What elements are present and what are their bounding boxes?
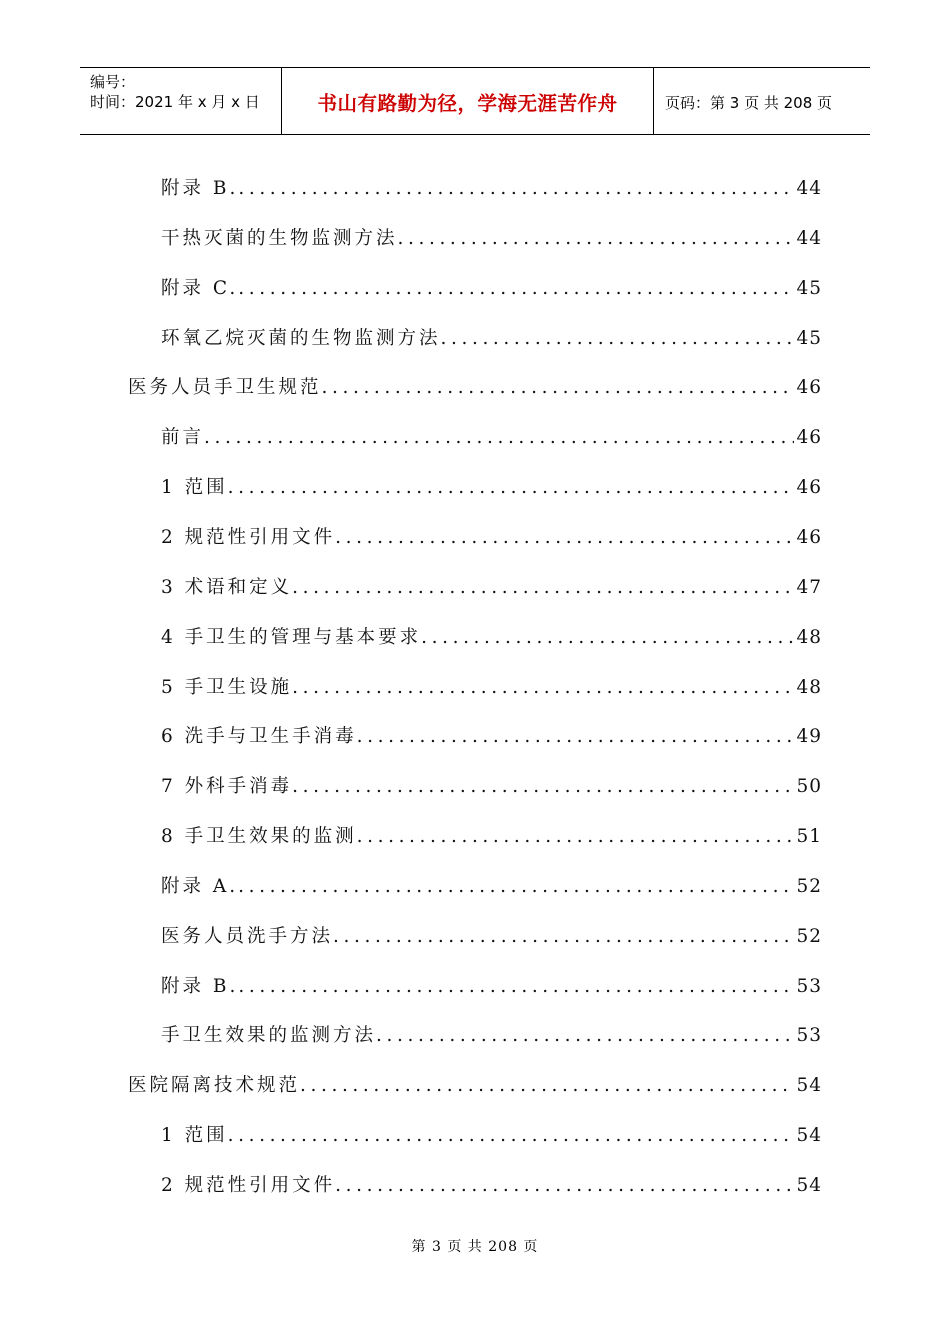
toc-entry-title: 7 外科手消毒 xyxy=(161,776,293,797)
header-page-info: 页码：第 3 页 共 208 页 xyxy=(665,93,833,112)
toc-entry[interactable] xyxy=(161,872,822,902)
toc-entry-title: 附录 B. xyxy=(161,178,239,199)
toc-entry-page: 45 xyxy=(796,278,822,299)
document-header xyxy=(80,67,870,135)
toc-entry[interactable] xyxy=(161,623,822,653)
toc-dot-leader xyxy=(238,972,794,1002)
toc-entry[interactable] xyxy=(161,822,822,852)
toc-dot-leader xyxy=(238,174,794,204)
toc-entry-page: 45 xyxy=(796,328,822,349)
toc-entry[interactable] xyxy=(128,373,822,403)
toc-dot-leader xyxy=(322,373,795,403)
toc-entry[interactable] xyxy=(161,523,822,553)
toc-entry-title: 2 规范性引用文件 xyxy=(161,1175,336,1196)
toc-entry-page: 54 xyxy=(796,1175,822,1196)
toc-entry-page: 50 xyxy=(796,776,822,797)
toc-entry-title: 1 范围 xyxy=(161,477,228,498)
toc-dot-leader xyxy=(238,872,794,902)
toc-entry-title: 环氧乙烷灭菌的生物监测方法 xyxy=(161,328,441,349)
toc-entry-title: 医务人员洗手方法 xyxy=(161,926,334,947)
toc-dot-leader xyxy=(335,1171,794,1201)
toc-entry-title: 1 范围 xyxy=(161,1125,228,1146)
toc-dot-leader xyxy=(441,324,795,354)
toc-entry-page: 46 xyxy=(796,377,822,398)
toc-entry[interactable] xyxy=(161,1021,822,1051)
toc-entry-title: 附录 C. xyxy=(161,278,239,299)
toc-dot-leader xyxy=(376,1021,794,1051)
toc-dot-leader xyxy=(292,573,794,603)
toc-entry[interactable] xyxy=(161,673,822,703)
toc-entry[interactable] xyxy=(161,274,822,304)
toc-entry[interactable] xyxy=(161,174,822,204)
toc-entry-page: 46 xyxy=(796,427,822,448)
toc-dot-leader xyxy=(421,623,794,653)
toc-entry-page: 47 xyxy=(796,577,822,598)
toc-entry-page: 46 xyxy=(796,527,822,548)
toc-dot-leader xyxy=(292,772,794,802)
toc-dot-leader xyxy=(333,922,794,952)
toc-entry[interactable] xyxy=(128,1071,822,1101)
toc-dot-leader xyxy=(292,673,794,703)
header-meta xyxy=(80,68,281,134)
page-footer: 第 3 页 共 208 页 xyxy=(411,1239,539,1255)
toc-dot-leader xyxy=(238,274,794,304)
toc-entry-title: 5 手卫生设施 xyxy=(161,677,293,698)
toc-dot-leader xyxy=(204,423,794,453)
toc-dot-leader xyxy=(398,224,795,254)
toc-entry-page: 48 xyxy=(796,677,822,698)
toc-entry[interactable] xyxy=(161,1171,822,1201)
toc-entry-title: 医院隔离技术规范 xyxy=(128,1075,301,1096)
toc-entry[interactable] xyxy=(161,1121,822,1151)
toc-entry-page: 52 xyxy=(796,926,822,947)
toc-entry-page: 54 xyxy=(796,1125,822,1146)
toc-entry-title: 2 规范性引用文件 xyxy=(161,527,336,548)
toc-entry-page: 49 xyxy=(796,726,822,747)
toc-entry-page: 44 xyxy=(796,228,822,249)
toc-dot-leader xyxy=(335,523,794,553)
toc-entry[interactable] xyxy=(161,224,822,254)
toc-entry-title: 前言 xyxy=(161,427,205,448)
toc-entry-page: 44 xyxy=(796,178,822,199)
toc-dot-leader xyxy=(228,473,795,503)
toc-entry-title: 6 洗手与卫生手消毒 xyxy=(161,726,357,747)
toc-dot-leader xyxy=(228,1121,795,1151)
toc-entry[interactable] xyxy=(161,772,822,802)
toc-entry-title: 3 术语和定义 xyxy=(161,577,293,598)
toc-entry-title: 4 手卫生的管理与基本要求 xyxy=(161,627,422,648)
time-label: 时间：2021 年 x 月 x 日 xyxy=(90,93,260,111)
toc-entry-title: 8 手卫生效果的监测 xyxy=(161,826,357,847)
toc-entry-page: 46 xyxy=(796,477,822,498)
toc-entry[interactable] xyxy=(161,972,822,1002)
toc-entry[interactable] xyxy=(161,722,822,752)
toc-entry[interactable] xyxy=(161,473,822,503)
toc-entry-title: 医务人员手卫生规范 xyxy=(128,377,322,398)
toc-entry-page: 52 xyxy=(796,876,822,897)
toc-entry[interactable] xyxy=(161,324,822,354)
toc-entry-title: 手卫生效果的监测方法 xyxy=(161,1025,377,1046)
number-label: 编号： xyxy=(90,73,136,91)
toc-entry-page: 48 xyxy=(796,627,822,648)
toc-entry[interactable] xyxy=(161,573,822,603)
toc-entry-title: 附录 A. xyxy=(161,876,239,897)
toc-dot-leader xyxy=(357,722,795,752)
toc-entry-page: 54 xyxy=(796,1075,822,1096)
toc-entry-page: 53 xyxy=(796,1025,822,1046)
toc-dot-leader xyxy=(357,822,795,852)
toc-entry[interactable] xyxy=(161,922,822,952)
header-motto: 书山有路勤为径，学海无涯苦作舟 xyxy=(281,68,654,134)
toc-entry-title: 附录 B. xyxy=(161,976,239,997)
toc-dot-leader xyxy=(300,1071,794,1101)
toc-entry-page: 51 xyxy=(796,826,822,847)
toc-entry[interactable] xyxy=(161,423,822,453)
toc-entry-title: 干热灭菌的生物监测方法 xyxy=(161,228,398,249)
toc-entry-page: 53 xyxy=(796,976,822,997)
